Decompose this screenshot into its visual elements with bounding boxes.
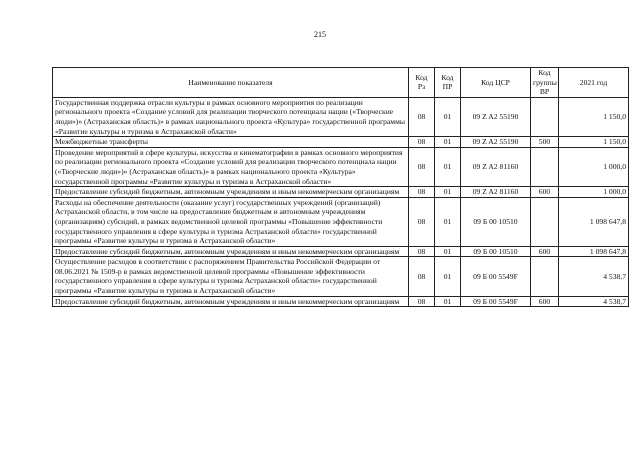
row-pr: 01: [435, 147, 461, 186]
row-value: 1 098 647,8: [559, 197, 629, 246]
row-vr: 600: [531, 187, 559, 198]
row-pr: 01: [435, 97, 461, 136]
page-number: 215: [314, 30, 326, 39]
row-value: 1 000,0: [559, 147, 629, 186]
row-value: 1 000,0: [559, 187, 629, 198]
row-vr: [531, 97, 559, 136]
row-rz: 08: [409, 246, 435, 257]
row-pr: 01: [435, 257, 461, 296]
row-csr: 09 Б 00 10510: [461, 246, 531, 257]
row-rz: 08: [409, 257, 435, 296]
table-row: [53, 147, 629, 186]
header-pr: Код ПР: [435, 68, 461, 98]
row-name: Расходы на обеспечение деятельности (оказание услуг) государственных учреждений (организаций) Астраханской области, в том числе на предоставление бюджетным и автономным учреждениям (организациям) субсидий, в рамках ведомственной целевой программы «Повышение эффективности государственного управления в сфере культуры и туризма Астраханской области» государственной программы «Развитие культуры и туризма в Астраханской области»: [53, 197, 409, 246]
header-year: 2021 год: [559, 68, 629, 98]
row-csr: 09 Z A2 55190: [461, 97, 531, 136]
row-vr: [531, 147, 559, 186]
row-vr: [531, 257, 559, 296]
table-row: [53, 197, 629, 246]
row-vr: 600: [531, 296, 559, 307]
row-name: Межбюджетные трансферты: [53, 137, 409, 148]
header-csr: Код ЦСР: [461, 68, 531, 98]
row-rz: 08: [409, 147, 435, 186]
header-vr: Код группы ВР: [531, 68, 559, 98]
row-name: Государственная поддержка отрасли культуры в рамках основного мероприятия по реализации регионального проекта «Создание условий для реализации творческого потенциала нации («Творческие люди»)» (Астраханская область)» в рамках национального проекта «Культура» государственной программы «Развитие культуры и туризма в Астраханской области»: [53, 97, 409, 136]
row-value: 4 538,7: [559, 257, 629, 296]
row-value: 1 098 647,8: [559, 246, 629, 257]
row-rz: 08: [409, 296, 435, 307]
row-csr: 09 Z A2 55190: [461, 137, 531, 148]
row-csr: 09 Б 00 5549F: [461, 257, 531, 296]
table-header-row: [53, 68, 629, 98]
row-csr: 09 Z A2 81160: [461, 147, 531, 186]
row-rz: 08: [409, 187, 435, 198]
row-value: 1 150,0: [559, 137, 629, 148]
table-row: [53, 296, 629, 307]
row-csr: 09 Б 00 10510: [461, 197, 531, 246]
row-pr: 01: [435, 246, 461, 257]
row-pr: 01: [435, 296, 461, 307]
header-rz: Код Рз: [409, 68, 435, 98]
row-name: Осуществление расходов в соответствии с распоряжением Правительства Российской Федерации от 08.06.2021 № 1509-р в рамках ведомственной целевой программы «Повышение эффективности государственного управления в сфере культуры и туризма Астраханской области» государственной программы «Развитие культуры и туризма в Астраханской области»: [53, 257, 409, 296]
row-name: Предоставление субсидий бюджетным, автономным учреждениям и иным некоммерческим организациям: [53, 246, 409, 257]
row-name: Проведение мероприятий в сфере культуры, искусства и кинематографии в рамках основного мероприятия по реализации регионального проекта «Создание условий для реализации творческого потенциала нации («Творческие люди»)» (Астраханская область)» в рамках национального проекта «Культура» государственной программы «Развитие культуры и туризма в Астраханской области»: [53, 147, 409, 186]
row-pr: 01: [435, 197, 461, 246]
row-rz: 08: [409, 197, 435, 246]
row-rz: 08: [409, 97, 435, 136]
row-name: Предоставление субсидий бюджетным, автономным учреждениям и иным некоммерческим организациям: [53, 296, 409, 307]
table-row: [53, 97, 629, 136]
row-value: 1 150,0: [559, 97, 629, 136]
table-row: [53, 137, 629, 148]
header-name: Наименование показателя: [53, 68, 409, 98]
row-name: Предоставление субсидий бюджетным, автономным учреждениям и иным некоммерческим организациям: [53, 187, 409, 198]
row-value: 4 538,7: [559, 296, 629, 307]
row-pr: 01: [435, 137, 461, 148]
row-vr: [531, 197, 559, 246]
table-row: [53, 187, 629, 198]
row-vr: 600: [531, 246, 559, 257]
row-pr: 01: [435, 187, 461, 198]
row-vr: 500: [531, 137, 559, 148]
table-row: [53, 257, 629, 296]
budget-table: [52, 67, 629, 307]
row-rz: 08: [409, 137, 435, 148]
row-csr: 09 Z A2 81160: [461, 187, 531, 198]
row-csr: 09 Б 00 5549F: [461, 296, 531, 307]
table-row: [53, 246, 629, 257]
